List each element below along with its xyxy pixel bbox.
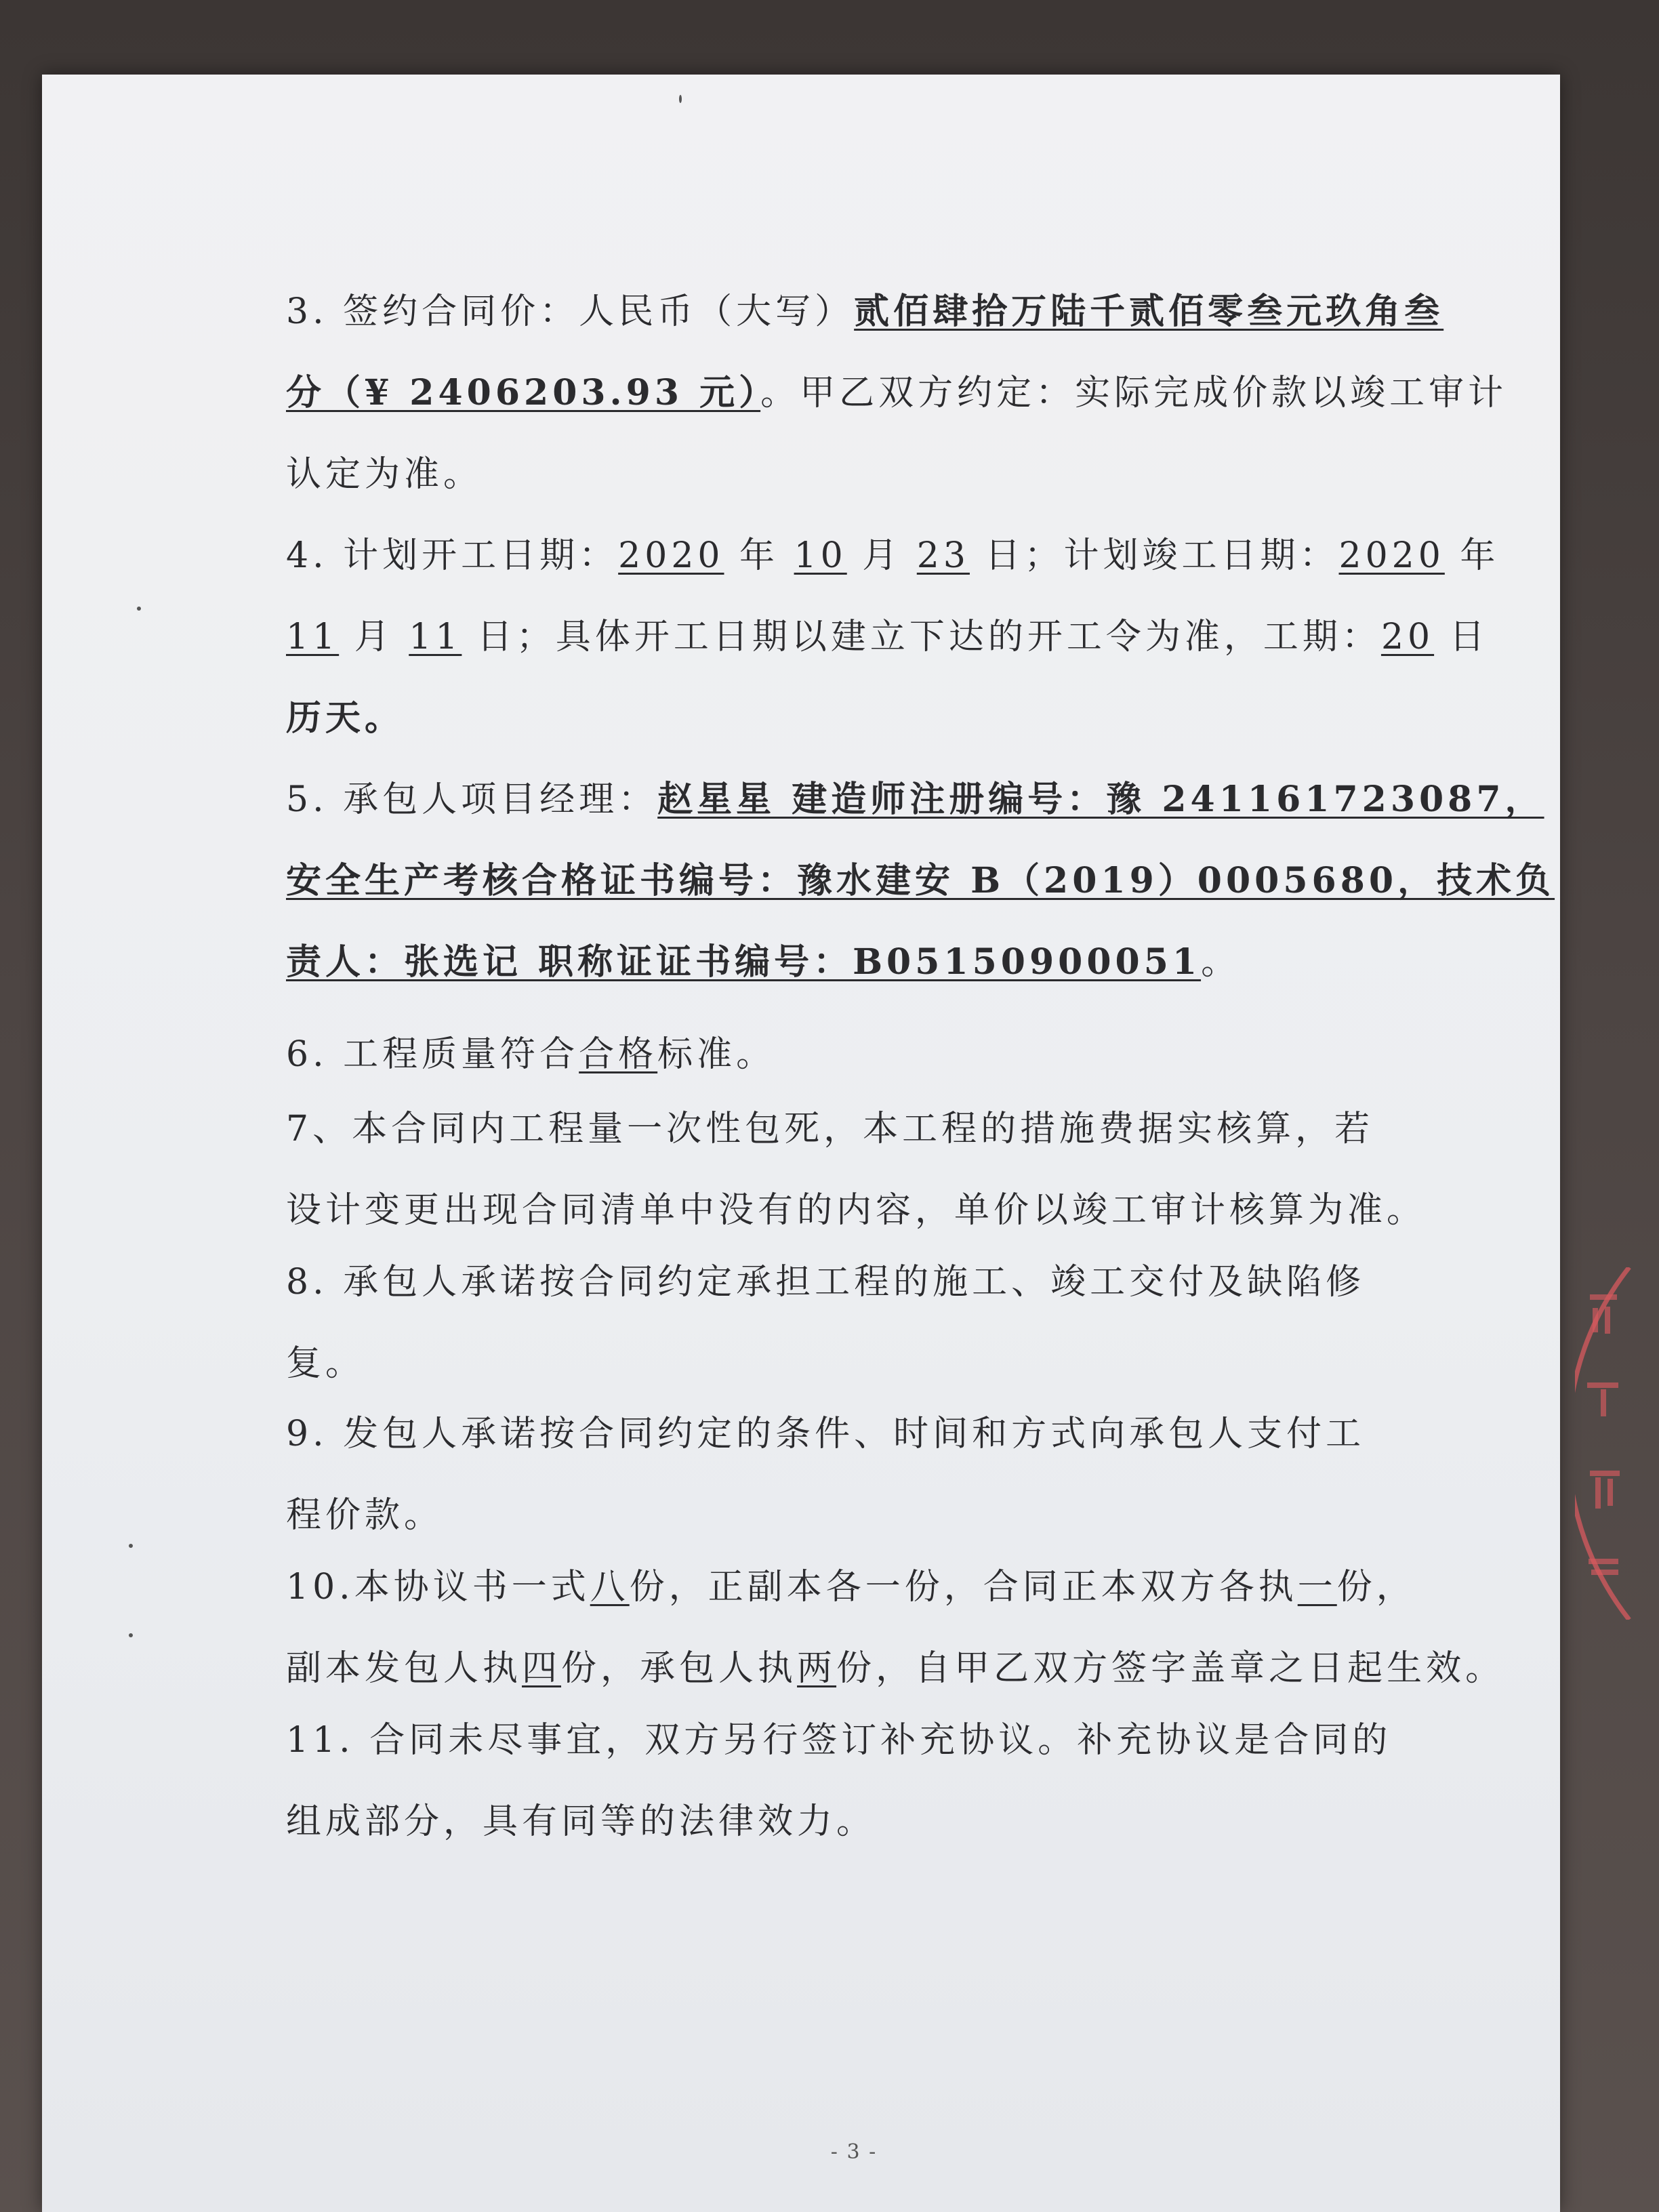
filled-blank: 四 <box>522 1648 562 1689</box>
clause-7-quantities <box>286 1088 1427 1251</box>
filled-blank: 11 <box>409 617 462 657</box>
text-run: 副本发包人执 <box>286 1648 523 1689</box>
text-line <box>286 1393 1384 1475</box>
text-line <box>286 922 1384 1003</box>
text-run: 月 <box>339 617 409 657</box>
filled-blank: 赵星星 建造师注册编号：豫 241161723087， <box>657 779 1544 820</box>
clause-8-contractor-commitment <box>286 1242 1384 1404</box>
text-line <box>286 678 1384 759</box>
filled-blank: 11 <box>286 617 340 657</box>
text-line <box>286 1475 1384 1556</box>
text-run: 8. 承包人承诺按合同约定承担工程的施工、竣工交付及缺陷修 <box>286 1262 1366 1303</box>
text-line <box>286 1088 1384 1170</box>
text-line <box>286 759 1544 840</box>
filled-blank: 安全生产考核合格证书编号：豫水建安 B（2019）0005680，技术负 <box>286 860 1555 901</box>
filled-blank: 分（¥ 2406203.93 元） <box>286 372 761 413</box>
red-seal-fragment <box>1575 1267 1636 1620</box>
text-line <box>286 1628 1505 1709</box>
clause-6-quality <box>286 1014 1384 1095</box>
filled-blank: 20 <box>1380 617 1435 657</box>
clause-10-copies <box>286 1547 1505 1709</box>
text-run: 设计变更出现合同清单中没有的内容，单价以竣工审计核算为准。 <box>286 1190 1427 1231</box>
filled-blank: 2020 <box>1338 535 1445 576</box>
filled-blank: 八 <box>590 1567 630 1607</box>
text-line <box>286 515 1500 596</box>
clause-5-project-manager <box>286 759 1555 1003</box>
filled-blank: 合格 <box>579 1034 658 1075</box>
filled-blank: 一 <box>1297 1567 1337 1607</box>
text-run: 11. 合同未尽事宜，双方另行签订补充协议。补充协议是合同的 <box>286 1720 1392 1761</box>
text-run: 9. 发包人承诺按合同约定的条件、时间和方式向承包人支付工 <box>286 1414 1366 1454</box>
text-line <box>286 434 1384 515</box>
filled-blank: 23 <box>916 535 970 576</box>
text-run: 组成部分，具有同等的法律效力。 <box>286 1801 876 1842</box>
text-run: 标准。 <box>657 1034 776 1075</box>
text-run: 年 <box>1444 535 1500 576</box>
document-page <box>42 75 1560 2212</box>
filled-blank: 2020 <box>618 535 724 576</box>
filled-blank: 10 <box>794 535 847 576</box>
clause-3-contract-price <box>286 271 1508 515</box>
filled-blank: 责人：张选记 职称证证书编号：B05150900051 <box>286 941 1202 983</box>
text-run: 份，承包人执 <box>561 1648 798 1689</box>
page-number: - 3 - <box>830 2140 878 2164</box>
text-run: 年 <box>724 535 794 576</box>
text-run: 6. 工程质量符合 <box>286 1034 579 1075</box>
filled-blank: 贰佰肆拾万陆千贰佰零叁元玖角叁 <box>854 291 1444 332</box>
text-line <box>286 1170 1427 1251</box>
text-line <box>286 1014 1384 1095</box>
text-run: 5. 承包人项目经理： <box>286 779 658 820</box>
text-run: 。甲乙双方约定：实际完成价款以竣工审计 <box>760 373 1508 413</box>
text-run: 日 <box>1434 617 1489 657</box>
text-line <box>286 1242 1384 1323</box>
text-run: 份， <box>1336 1567 1416 1607</box>
text-line <box>286 352 1508 434</box>
text-run: 日；具体开工日期以建立下达的开工令为准，工期： <box>462 617 1381 657</box>
paper-mark <box>679 95 682 103</box>
text-run: 。 <box>1201 942 1241 983</box>
text-run: 7、本合同内工程量一次性包死，本工程的措施费据实核算，若 <box>286 1109 1374 1149</box>
text-run: 10.本协议书一式 <box>286 1567 590 1607</box>
text-line <box>286 1547 1416 1628</box>
text-line <box>286 840 1555 922</box>
clause-9-employer-commitment <box>286 1393 1384 1556</box>
text-run: 3. 签约合同价：人民币（大写） <box>286 291 855 332</box>
text-run: 4. 计划开工日期： <box>286 535 619 576</box>
text-line <box>286 1781 1384 1862</box>
text-line <box>286 1700 1392 1781</box>
clause-4-schedule <box>286 515 1500 759</box>
paper-mark <box>129 1633 133 1637</box>
text-line <box>286 271 1444 352</box>
paper-mark <box>137 607 141 611</box>
text-run: 历天。 <box>286 697 405 739</box>
text-line <box>286 596 1489 678</box>
text-run: 日；计划竣工日期： <box>969 535 1339 576</box>
text-run: 份，自甲乙双方签字盖章之日起生效。 <box>836 1648 1505 1689</box>
text-run: 程价款。 <box>286 1495 444 1536</box>
text-line <box>286 1323 1384 1404</box>
text-run: 认定为准。 <box>286 454 483 495</box>
filled-blank: 两 <box>797 1648 837 1689</box>
clause-11-supplementary <box>286 1700 1392 1862</box>
text-run: 月 <box>846 535 917 576</box>
text-run: 份，正副本各一份，合同正本双方各执 <box>629 1567 1298 1607</box>
paper-mark <box>129 1544 133 1548</box>
text-run: 复。 <box>286 1343 365 1384</box>
